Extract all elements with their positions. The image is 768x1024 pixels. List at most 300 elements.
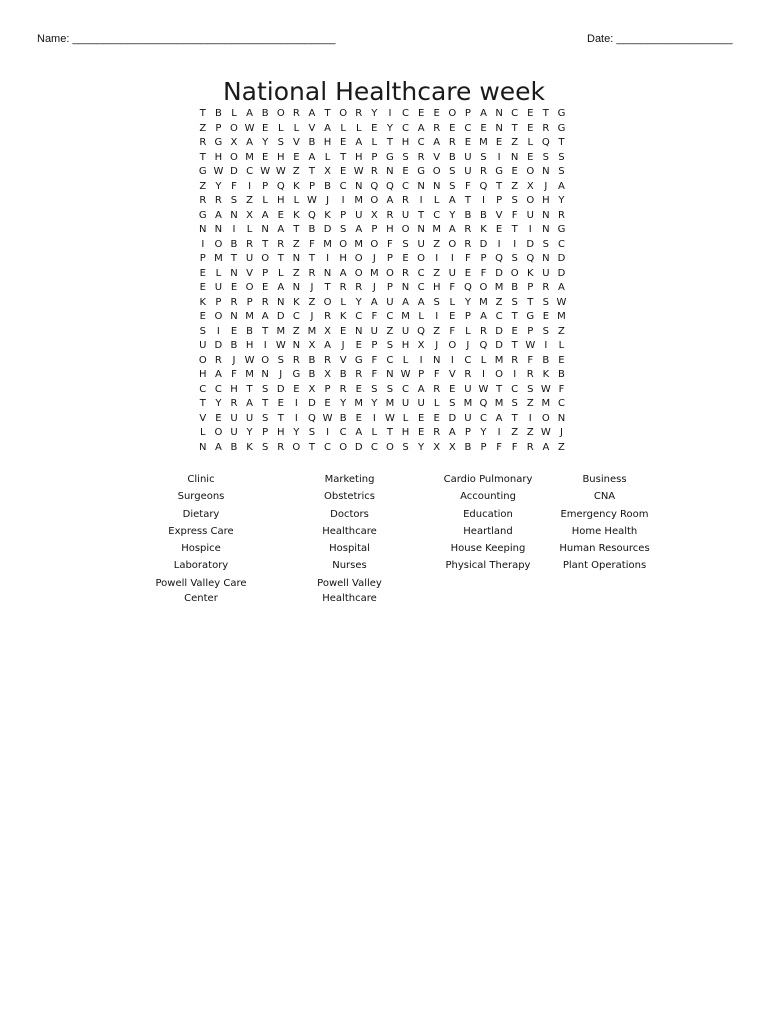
grid-letter[interactable]: E — [433, 412, 440, 424]
grid-letter[interactable]: I — [450, 354, 454, 366]
grid-letter[interactable]: L — [433, 398, 440, 409]
grid-letter[interactable]: Y — [293, 427, 300, 438]
grid-letter[interactable]: Q — [541, 137, 550, 148]
grid-letter[interactable]: R — [433, 122, 441, 134]
grid-letter[interactable]: O — [261, 253, 270, 264]
grid-letter[interactable]: E — [495, 137, 503, 148]
grid-letter[interactable]: D — [495, 340, 503, 351]
grid-letter[interactable]: J — [559, 427, 563, 438]
grid-letter[interactable]: F — [449, 282, 456, 293]
grid-letter[interactable]: F — [387, 238, 393, 250]
grid-letter[interactable]: I — [513, 369, 517, 380]
grid-letter[interactable]: P — [262, 267, 269, 279]
grid-letter[interactable]: K — [199, 296, 207, 308]
grid-letter[interactable]: L — [324, 151, 331, 163]
grid-letter[interactable]: A — [448, 427, 456, 438]
grid-letter[interactable]: R — [526, 369, 534, 380]
grid-letter[interactable]: G — [386, 151, 394, 163]
grid-letter[interactable]: N — [292, 253, 301, 264]
grid-letter[interactable]: A — [308, 108, 316, 119]
grid-letter[interactable]: X — [324, 166, 331, 177]
grid-letter[interactable]: G — [557, 122, 566, 134]
grid-letter[interactable]: D — [479, 238, 488, 250]
grid-letter[interactable]: E — [199, 282, 206, 293]
grid-letter[interactable]: J — [466, 340, 470, 351]
grid-letter[interactable]: B — [308, 137, 316, 148]
grid-letter[interactable]: L — [558, 340, 565, 351]
grid-letter[interactable]: B — [308, 354, 316, 366]
grid-letter[interactable]: O — [526, 195, 535, 206]
grid-letter[interactable]: L — [262, 195, 268, 206]
grid-letter[interactable]: F — [371, 311, 378, 322]
grid-letter[interactable]: F — [465, 180, 471, 192]
grid-letter[interactable]: Y — [215, 180, 222, 192]
grid-letter[interactable]: V — [199, 412, 207, 424]
grid-letter[interactable]: N — [542, 224, 550, 235]
grid-letter[interactable]: G — [214, 137, 223, 148]
grid-letter[interactable]: N — [542, 253, 550, 264]
grid-letter[interactable]: C — [511, 383, 519, 395]
grid-letter[interactable]: Y — [449, 209, 456, 221]
grid-letter[interactable]: E — [355, 340, 362, 351]
grid-letter[interactable]: A — [308, 151, 316, 163]
grid-letter[interactable]: R — [402, 267, 409, 279]
grid-letter[interactable]: E — [558, 354, 565, 366]
grid-letter[interactable]: O — [354, 267, 363, 279]
grid-letter[interactable]: O — [448, 108, 457, 119]
grid-letter[interactable]: W — [478, 383, 489, 395]
grid-letter[interactable]: P — [340, 209, 347, 221]
grid-letter[interactable]: E — [464, 267, 472, 279]
grid-letter[interactable]: A — [558, 180, 565, 192]
grid-letter[interactable]: K — [542, 369, 550, 380]
grid-letter[interactable]: L — [340, 122, 346, 134]
grid-letter[interactable]: O — [448, 340, 457, 351]
grid-letter[interactable]: P — [324, 383, 331, 395]
grid-letter[interactable]: Q — [370, 180, 379, 192]
grid-letter[interactable]: K — [246, 441, 253, 453]
grid-letter[interactable]: C — [292, 311, 300, 322]
grid-letter[interactable]: Q — [526, 253, 535, 264]
grid-letter[interactable]: H — [277, 427, 285, 438]
grid-letter[interactable]: V — [433, 151, 441, 163]
grid-letter[interactable]: O — [292, 441, 301, 453]
grid-letter[interactable]: E — [277, 398, 284, 409]
grid-letter[interactable]: A — [558, 282, 565, 293]
grid-letter[interactable]: Z — [558, 325, 565, 337]
grid-letter[interactable]: P — [371, 340, 378, 351]
grid-letter[interactable]: S — [527, 383, 534, 395]
grid-letter[interactable]: I — [544, 340, 548, 351]
grid-letter[interactable]: R — [199, 195, 207, 206]
grid-letter[interactable]: R — [324, 311, 332, 322]
grid-letter[interactable]: U — [448, 267, 456, 279]
grid-letter[interactable]: S — [277, 137, 284, 148]
grid-letter[interactable]: R — [386, 209, 394, 221]
grid-letter[interactable]: Q — [479, 340, 488, 351]
grid-letter[interactable]: B — [246, 325, 254, 337]
grid-letter[interactable]: O — [417, 253, 426, 264]
grid-letter[interactable]: J — [310, 311, 314, 322]
grid-letter[interactable]: Q — [479, 180, 488, 192]
grid-letter[interactable]: E — [402, 253, 409, 264]
grid-letter[interactable]: T — [199, 151, 206, 163]
grid-letter[interactable]: T — [418, 209, 425, 221]
grid-letter[interactable]: I — [216, 325, 220, 337]
grid-letter[interactable]: X — [246, 209, 253, 221]
grid-letter[interactable]: M — [354, 398, 364, 409]
grid-letter[interactable]: W — [556, 296, 567, 308]
grid-letter[interactable]: I — [372, 412, 376, 424]
grid-letter[interactable]: S — [371, 383, 378, 395]
grid-letter[interactable]: N — [386, 369, 394, 380]
grid-letter[interactable]: I — [482, 369, 485, 380]
grid-letter[interactable]: A — [355, 224, 363, 235]
grid-letter[interactable]: T — [386, 427, 393, 438]
grid-letter[interactable]: P — [246, 296, 253, 308]
grid-letter[interactable]: Y — [340, 398, 347, 409]
grid-letter[interactable]: E — [371, 122, 378, 134]
grid-letter[interactable]: B — [464, 441, 472, 453]
grid-letter[interactable]: I — [341, 195, 345, 206]
grid-letter[interactable]: A — [370, 296, 378, 308]
grid-letter[interactable]: G — [495, 166, 503, 177]
grid-letter[interactable]: N — [354, 325, 363, 337]
grid-letter[interactable]: O — [401, 224, 410, 235]
grid-letter[interactable]: H — [339, 253, 347, 264]
grid-letter[interactable]: L — [277, 122, 284, 134]
grid-letter[interactable]: B — [339, 369, 347, 380]
grid-letter[interactable]: P — [480, 253, 487, 264]
grid-letter[interactable]: N — [542, 209, 550, 221]
grid-letter[interactable]: O — [479, 282, 488, 293]
grid-letter[interactable]: A — [214, 441, 222, 453]
grid-letter[interactable]: E — [449, 383, 456, 395]
grid-letter[interactable]: T — [199, 108, 206, 119]
grid-letter[interactable]: M — [557, 311, 566, 322]
grid-letter[interactable]: X — [324, 325, 331, 337]
grid-letter[interactable]: O — [370, 238, 379, 250]
grid-letter[interactable]: X — [308, 340, 316, 351]
grid-letter[interactable]: L — [402, 412, 409, 424]
grid-letter[interactable]: L — [215, 267, 222, 279]
grid-letter[interactable]: L — [371, 137, 378, 148]
grid-letter[interactable]: N — [495, 122, 503, 134]
grid-letter[interactable]: E — [355, 412, 362, 424]
grid-letter[interactable]: Q — [308, 412, 316, 424]
grid-letter[interactable]: U — [214, 282, 223, 293]
grid-letter[interactable]: B — [339, 412, 347, 424]
grid-letter[interactable]: T — [496, 383, 503, 395]
grid-letter[interactable]: P — [418, 369, 425, 380]
grid-letter[interactable]: Y — [464, 296, 471, 308]
grid-letter[interactable]: O — [526, 166, 535, 177]
grid-letter[interactable]: M — [245, 369, 254, 380]
grid-letter[interactable]: T — [262, 325, 269, 337]
grid-letter[interactable]: A — [448, 224, 456, 235]
grid-letter[interactable]: U — [401, 398, 410, 409]
grid-letter[interactable]: L — [418, 311, 424, 322]
grid-letter[interactable]: Z — [199, 122, 207, 134]
grid-letter[interactable]: K — [526, 267, 534, 279]
grid-letter[interactable]: C — [511, 108, 519, 119]
grid-letter[interactable]: I — [528, 412, 532, 424]
grid-letter[interactable]: C — [402, 180, 409, 192]
grid-letter[interactable]: G — [354, 354, 363, 366]
grid-letter[interactable]: R — [417, 151, 425, 163]
grid-letter[interactable]: B — [480, 209, 487, 221]
grid-letter[interactable]: C — [417, 137, 425, 148]
grid-letter[interactable]: J — [372, 282, 376, 293]
grid-letter[interactable]: D — [230, 166, 238, 177]
grid-letter[interactable]: O — [261, 354, 270, 366]
grid-letter[interactable]: Z — [308, 296, 316, 308]
grid-letter[interactable]: T — [308, 441, 315, 453]
grid-letter[interactable]: I — [450, 253, 454, 264]
grid-letter[interactable]: E — [449, 311, 456, 322]
grid-letter[interactable]: X — [433, 441, 441, 453]
grid-letter[interactable]: E — [199, 311, 206, 322]
grid-letter[interactable]: E — [262, 282, 269, 293]
grid-letter[interactable]: O — [370, 195, 379, 206]
grid-letter[interactable]: D — [276, 311, 285, 322]
grid-letter[interactable]: R — [261, 296, 269, 308]
grid-letter[interactable]: F — [511, 441, 518, 453]
grid-letter[interactable]: K — [324, 209, 331, 221]
grid-letter[interactable]: Y — [371, 398, 378, 409]
grid-letter[interactable]: T — [293, 224, 300, 235]
grid-letter[interactable]: P — [371, 151, 378, 163]
grid-letter[interactable]: X — [417, 340, 425, 351]
grid-letter[interactable]: R — [370, 166, 378, 177]
grid-letter[interactable]: S — [542, 151, 550, 163]
grid-letter[interactable]: N — [199, 441, 207, 453]
grid-letter[interactable]: B — [511, 282, 519, 293]
grid-letter[interactable]: E — [262, 122, 269, 134]
grid-letter[interactable]: S — [402, 238, 409, 250]
grid-letter[interactable]: H — [401, 427, 410, 438]
grid-letter[interactable]: O — [432, 166, 441, 177]
grid-letter[interactable]: C — [355, 311, 363, 322]
grid-letter[interactable]: U — [417, 398, 425, 409]
grid-letter[interactable]: A — [324, 122, 331, 134]
grid-letter[interactable]: W — [540, 383, 551, 395]
grid-letter[interactable]: K — [293, 209, 300, 221]
grid-letter[interactable]: D — [354, 441, 363, 453]
grid-letter[interactable]: F — [231, 180, 237, 192]
grid-letter[interactable]: S — [402, 441, 409, 453]
grid-letter[interactable]: L — [480, 354, 487, 366]
grid-letter[interactable]: F — [558, 383, 565, 395]
grid-letter[interactable]: R — [402, 195, 409, 206]
grid-letter[interactable]: O — [214, 427, 223, 438]
grid-letter[interactable]: A — [386, 195, 394, 206]
grid-letter[interactable]: T — [262, 238, 269, 250]
grid-letter[interactable]: C — [495, 311, 503, 322]
grid-letter[interactable]: I — [482, 195, 485, 206]
grid-letter[interactable]: L — [293, 122, 300, 134]
grid-letter[interactable]: F — [511, 209, 518, 221]
grid-letter[interactable]: W — [244, 354, 255, 366]
grid-letter[interactable]: W — [275, 166, 286, 177]
grid-letter[interactable]: F — [449, 325, 456, 337]
grid-letter[interactable]: B — [558, 369, 565, 380]
grid-letter[interactable]: U — [526, 209, 534, 221]
grid-letter[interactable]: C — [557, 238, 565, 250]
grid-letter[interactable]: I — [263, 340, 267, 351]
grid-letter[interactable]: E — [495, 224, 503, 235]
grid-letter[interactable]: N — [277, 296, 285, 308]
grid-letter[interactable]: N — [417, 180, 425, 192]
grid-letter[interactable]: W — [384, 412, 395, 424]
grid-letter[interactable]: O — [339, 108, 348, 119]
grid-letter[interactable]: I — [513, 238, 517, 250]
grid-letter[interactable]: O — [323, 296, 332, 308]
grid-letter[interactable]: H — [245, 340, 254, 351]
grid-letter[interactable]: E — [417, 108, 425, 119]
grid-letter[interactable]: I — [294, 412, 298, 424]
grid-letter[interactable]: E — [199, 267, 206, 279]
grid-letter[interactable]: O — [245, 282, 254, 293]
grid-letter[interactable]: R — [464, 369, 472, 380]
grid-letter[interactable]: F — [231, 369, 237, 380]
grid-letter[interactable]: A — [277, 282, 285, 293]
grid-letter[interactable]: M — [245, 311, 254, 322]
grid-letter[interactable]: Y — [262, 137, 269, 148]
grid-letter[interactable]: H — [386, 224, 394, 235]
grid-letter[interactable]: L — [200, 427, 206, 438]
grid-letter[interactable]: U — [245, 412, 254, 424]
grid-letter[interactable]: P — [262, 427, 269, 438]
grid-letter[interactable]: N — [292, 282, 301, 293]
grid-letter[interactable]: U — [199, 340, 207, 351]
grid-letter[interactable]: I — [294, 398, 298, 409]
grid-letter[interactable]: L — [371, 427, 378, 438]
grid-letter[interactable]: R — [480, 325, 487, 337]
grid-letter[interactable]: G — [557, 108, 566, 119]
grid-letter[interactable]: X — [448, 441, 456, 453]
grid-letter[interactable]: D — [557, 267, 566, 279]
grid-letter[interactable]: H — [401, 137, 410, 148]
grid-letter[interactable]: Q — [276, 180, 285, 192]
grid-letter[interactable]: E — [324, 398, 331, 409]
grid-letter[interactable]: P — [527, 282, 534, 293]
grid-letter[interactable]: R — [433, 383, 441, 395]
grid-letter[interactable]: C — [339, 427, 347, 438]
grid-letter[interactable]: C — [464, 122, 472, 134]
grid-letter[interactable]: J — [232, 354, 236, 366]
grid-letter[interactable]: P — [308, 180, 315, 192]
grid-letter[interactable]: R — [324, 354, 332, 366]
grid-letter[interactable]: H — [199, 369, 207, 380]
grid-letter[interactable]: T — [511, 340, 518, 351]
grid-letter[interactable]: N — [230, 267, 238, 279]
grid-letter[interactable]: A — [480, 311, 487, 322]
grid-letter[interactable]: T — [308, 166, 315, 177]
grid-letter[interactable]: A — [355, 427, 363, 438]
grid-letter[interactable]: O — [354, 253, 363, 264]
grid-letter[interactable]: E — [511, 325, 518, 337]
grid-letter[interactable]: F — [309, 238, 315, 250]
grid-letter[interactable]: U — [401, 209, 410, 221]
grid-letter[interactable]: U — [417, 238, 425, 250]
grid-letter[interactable]: S — [511, 296, 518, 308]
grid-letter[interactable]: E — [527, 151, 534, 163]
grid-letter[interactable]: E — [277, 209, 284, 221]
grid-letter[interactable]: T — [542, 108, 549, 119]
grid-letter[interactable]: R — [433, 427, 441, 438]
grid-letter[interactable]: D — [495, 325, 503, 337]
grid-letter[interactable]: U — [245, 253, 254, 264]
grid-letter[interactable]: N — [542, 166, 550, 177]
grid-letter[interactable]: S — [199, 325, 206, 337]
grid-letter[interactable]: F — [371, 354, 378, 366]
grid-letter[interactable]: M — [307, 325, 317, 337]
grid-letter[interactable]: A — [246, 108, 253, 119]
grid-letter[interactable]: C — [386, 311, 394, 322]
grid-letter[interactable]: R — [214, 195, 222, 206]
grid-letter[interactable]: N — [261, 369, 269, 380]
grid-letter[interactable]: S — [433, 296, 440, 308]
grid-letter[interactable]: V — [339, 354, 347, 366]
grid-letter[interactable]: C — [402, 122, 409, 134]
grid-letter[interactable]: R — [542, 122, 550, 134]
grid-letter[interactable]: S — [277, 354, 284, 366]
grid-letter[interactable]: T — [558, 137, 565, 148]
grid-letter[interactable]: U — [401, 325, 410, 337]
grid-letter[interactable]: N — [401, 282, 410, 293]
grid-letter[interactable]: C — [386, 354, 394, 366]
grid-letter[interactable]: C — [402, 108, 409, 119]
grid-letter[interactable]: E — [293, 151, 300, 163]
grid-letter[interactable]: C — [214, 383, 222, 395]
grid-letter[interactable]: E — [215, 412, 222, 424]
grid-letter[interactable]: P — [371, 224, 378, 235]
grid-letter[interactable]: H — [230, 383, 238, 395]
grid-letter[interactable]: H — [401, 340, 410, 351]
grid-letter[interactable]: G — [198, 209, 207, 221]
grid-letter[interactable]: L — [355, 122, 362, 134]
grid-letter[interactable]: A — [417, 296, 425, 308]
grid-letter[interactable]: U — [464, 166, 472, 177]
grid-letter[interactable]: S — [261, 412, 269, 424]
grid-letter[interactable]: W — [307, 195, 317, 206]
grid-letter[interactable]: B — [448, 151, 456, 163]
grid-letter[interactable]: R — [542, 282, 550, 293]
grid-letter[interactable]: M — [214, 253, 223, 264]
grid-letter[interactable]: R — [246, 238, 254, 250]
grid-letter[interactable]: F — [433, 369, 440, 380]
grid-letter[interactable]: M — [354, 195, 364, 206]
grid-letter[interactable]: N — [354, 180, 363, 192]
grid-letter[interactable]: A — [495, 412, 503, 424]
grid-letter[interactable]: S — [511, 253, 518, 264]
grid-letter[interactable]: H — [323, 137, 332, 148]
grid-letter[interactable]: Q — [463, 282, 472, 293]
grid-letter[interactable]: C — [464, 354, 472, 366]
grid-letter[interactable]: A — [402, 296, 409, 308]
grid-letter[interactable]: Z — [433, 267, 441, 279]
grid-letter[interactable]: L — [246, 224, 253, 235]
grid-letter[interactable]: N — [495, 108, 503, 119]
grid-letter[interactable]: N — [557, 412, 566, 424]
grid-letter[interactable]: C — [339, 180, 347, 192]
grid-letter[interactable]: G — [198, 166, 207, 177]
grid-letter[interactable]: Q — [479, 398, 488, 409]
grid-letter[interactable]: S — [230, 195, 238, 206]
grid-letter[interactable]: R — [308, 267, 316, 279]
grid-letter[interactable]: N — [199, 224, 207, 235]
